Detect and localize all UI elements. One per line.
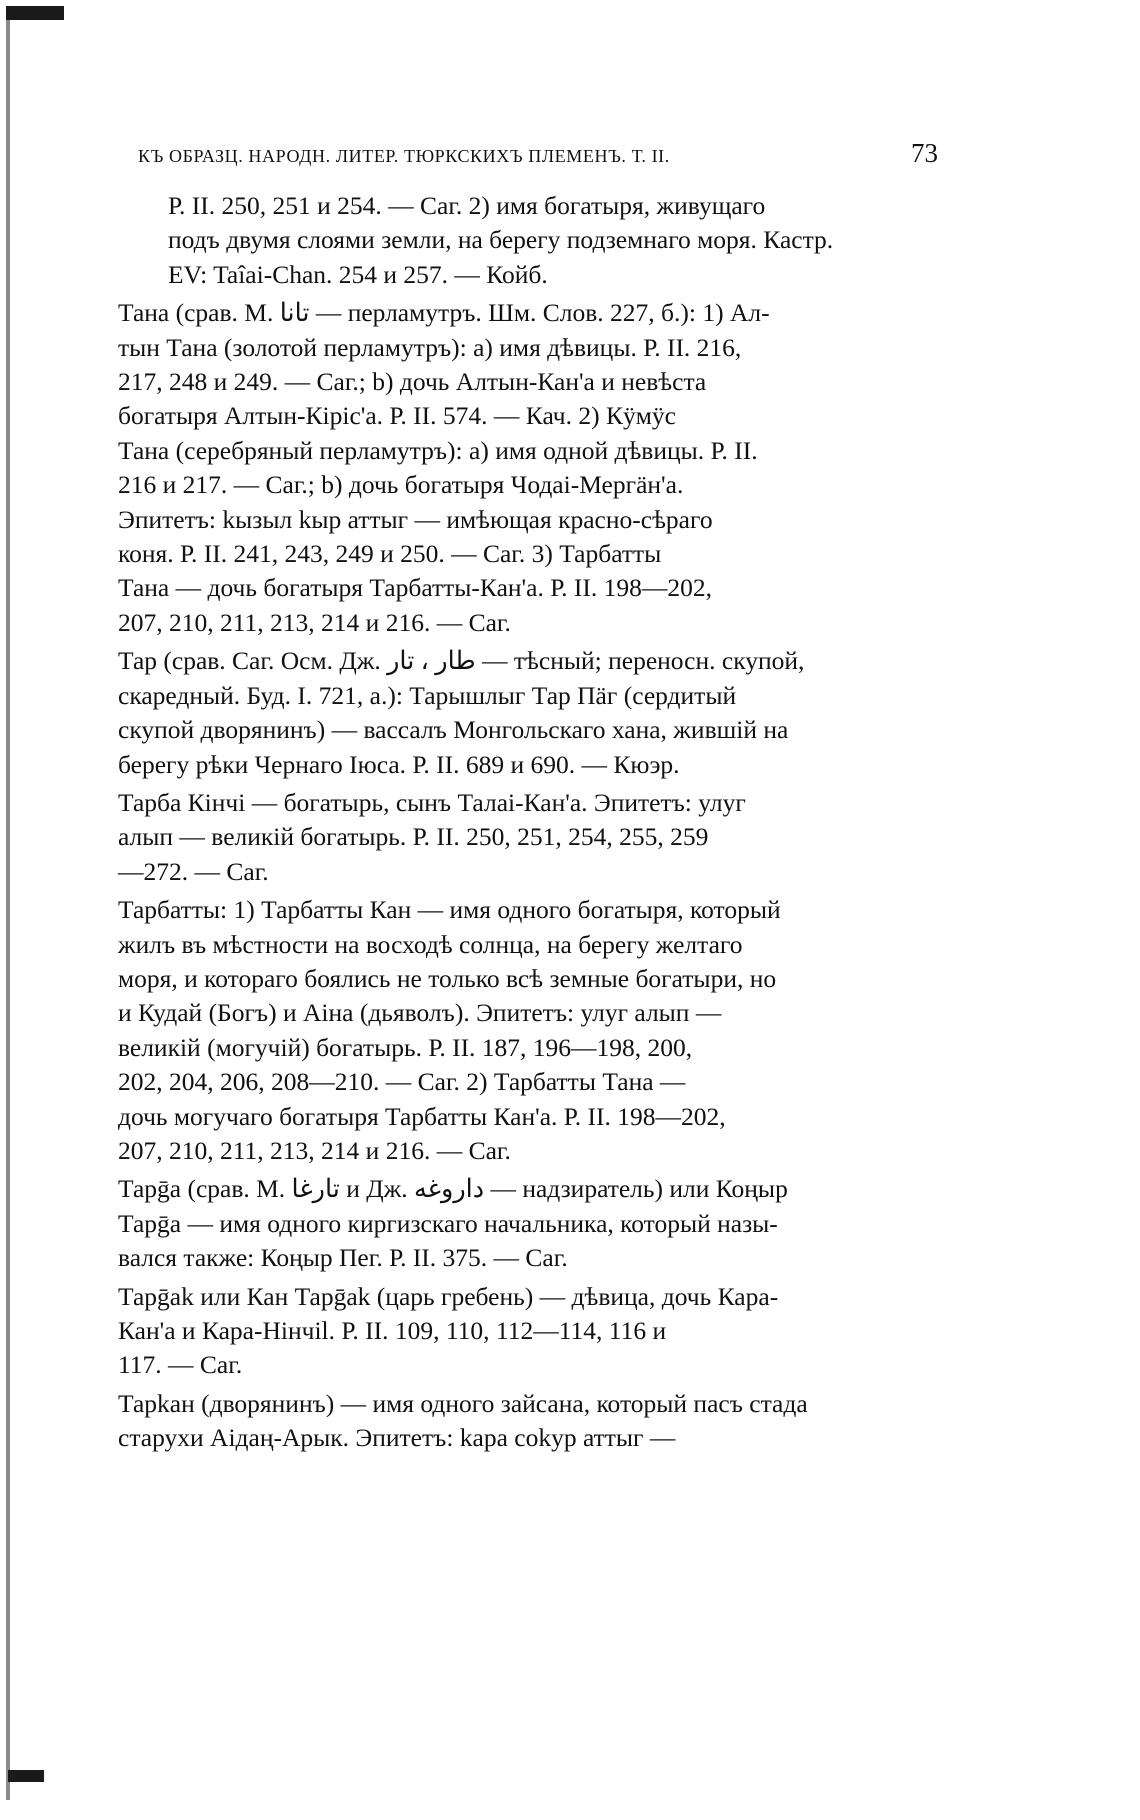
- entry-line: Тар (срав. Саг. Осм. Дж. ﻃﺎﺭ ، ﺗﺎﺭ — тѣсный; переносн. скупой,: [118, 646, 805, 676]
- entry-line: подъ двумя слоями земли, на берегу подземнаго моря. Кастр.: [168, 225, 834, 255]
- entry-line: Кан'а и Кара-Нінчіl. Р. II. 109, 110, 112—114, 116 и: [118, 1316, 667, 1345]
- entry-line: Тана — дочь богатыря Тарбатты-Кан'а. Р. II. 198—202,: [118, 573, 713, 603]
- scan-corner-mark: [6, 6, 64, 20]
- scan-edge-shadow: [6, 20, 10, 1800]
- entry-line: вался также: Коңыр Пег. Р. II. 375. — Саг.: [118, 1243, 568, 1273]
- entry-line: Р. II. 250, 251 и 254. — Саг. 2) имя богатыря, живущаго: [168, 191, 766, 220]
- entry-line: и Кудай (Богъ) и Аіна (дьяволъ). Эпитетъ: улуг алып —: [118, 998, 722, 1028]
- running-header: [118, 138, 938, 169]
- entry-line: старухи Аідаң-Арык. Эпитетъ: kара соkур аттыг —: [118, 1423, 676, 1453]
- running-title: КЪ ОБРАЗЦ. НАРОДН. ЛИТЕР. ТЮРКСКИХЪ ПЛЕМЕНЪ. Т. II.: [138, 146, 670, 166]
- dictionary-entry: [118, 1172, 938, 1275]
- entry-line: Тарбатты: 1) Тарбатты Кан — имя одного богатыря, который: [118, 895, 781, 925]
- entry-line: Тарḡаk или Кан Тарḡаk (царь гребень) — дѣвица, дочь Кара-: [118, 1281, 779, 1311]
- entry-line: алып — великій богатырь. Р. II. 250, 251, 254, 255, 259: [118, 822, 709, 852]
- entry-line: Тарḡа — имя одного киргизскаго начальника, который назы-: [118, 1208, 778, 1238]
- entry-line: скаредный. Буд. I. 721, а.): Тарышлыг Тар Пäг (сердитый: [118, 680, 737, 710]
- entry-line: 207, 210, 211, 213, 214 и 216. — Саг.: [118, 1135, 511, 1165]
- entry-line: Тана (срав. М. ﺗﺎﻧﺎ — перламутръ. Шм. Слов. 227, б.): 1) Ал-: [118, 298, 770, 328]
- entry-line: 117. — Саг.: [118, 1350, 243, 1380]
- entry-line: 207, 210, 211, 213, 214 и 216. — Саг.: [118, 607, 511, 637]
- dictionary-entry: [118, 1387, 938, 1456]
- entry-line: жилъ въ мѣстности на восходѣ солнца, на берегу желтаго: [118, 929, 743, 959]
- entry-line: Тана (серебряный перламутръ): a) имя одной дѣвицы. Р. II.: [118, 435, 758, 465]
- entry-line: Эпитетъ: kызыл kыр аттыг — имѣющая красно-сѣраго: [118, 504, 713, 534]
- entry-line: —272. — Саг.: [118, 856, 269, 886]
- dictionary-entry: [118, 1280, 938, 1383]
- entry-line: скупой дворянинъ) — вассалъ Монгольскаго хана, жившій на: [118, 715, 789, 745]
- entry-line: моря, и котораго боялись не только всѣ земные богатыри, но: [118, 963, 777, 993]
- entry-line: коня. Р. II. 241, 243, 249 и 250. — Саг. 3) Тарбатты: [118, 539, 662, 569]
- dictionary-entry: [118, 786, 938, 889]
- entry-line: 216 и 217. — Саг.; b) дочь богатыря Чодаі-Мергäн'а.: [118, 470, 684, 500]
- entry-continuation: [118, 189, 938, 292]
- page-number: 73: [911, 138, 938, 168]
- entry-line: 202, 204, 206, 208—210. — Саг. 2) Тарбатты Тана —: [118, 1067, 686, 1097]
- dictionary-entries: [118, 189, 938, 1456]
- scan-bottom-mark: [8, 1770, 44, 1782]
- entry-line: Тарба Кінчі — богатырь, сынъ Талаі-Кан'а. Эпитетъ: улуг: [118, 787, 746, 817]
- entry-line: Тарkан (дворянинъ) — имя одного зайсана, который пасъ стада: [118, 1388, 808, 1418]
- entry-line: Тарḡа (срав. М. ﺗﺎﺭﻏﺎ и Дж. ﺩﺍﺭﻭﻏﻪ — надзиратель) или Коңыр: [118, 1174, 788, 1204]
- dictionary-entry: [118, 296, 938, 640]
- entry-line: 217, 248 и 249. — Саг.; b) дочь Алтын-Кан'а и невѣста: [118, 367, 707, 397]
- entry-line: берегу рѣки Чернаго Іюса. Р. II. 689 и 690. — Кюэр.: [118, 749, 680, 779]
- entry-line: дочь могучаго богатыря Тарбатты Кан'а. Р. II. 198—202,: [118, 1101, 726, 1131]
- entry-line: богатыря Алтын-Кіріс'а. Р. II. 574. — Кач. 2) Кӱмӱс: [118, 401, 676, 431]
- dictionary-entry: [118, 644, 938, 782]
- page-body: [118, 138, 938, 1456]
- entry-line: великій (могучій) богатырь. Р. II. 187, 196—198, 200,: [118, 1032, 693, 1062]
- entry-line: EV: Taîai-Chan. 254 и 257. — Койб.: [168, 259, 548, 289]
- dictionary-entry: [118, 893, 938, 1168]
- entry-line: тын Тана (золотой перламутръ): a) имя дѣвицы. Р. II. 216,: [118, 332, 742, 362]
